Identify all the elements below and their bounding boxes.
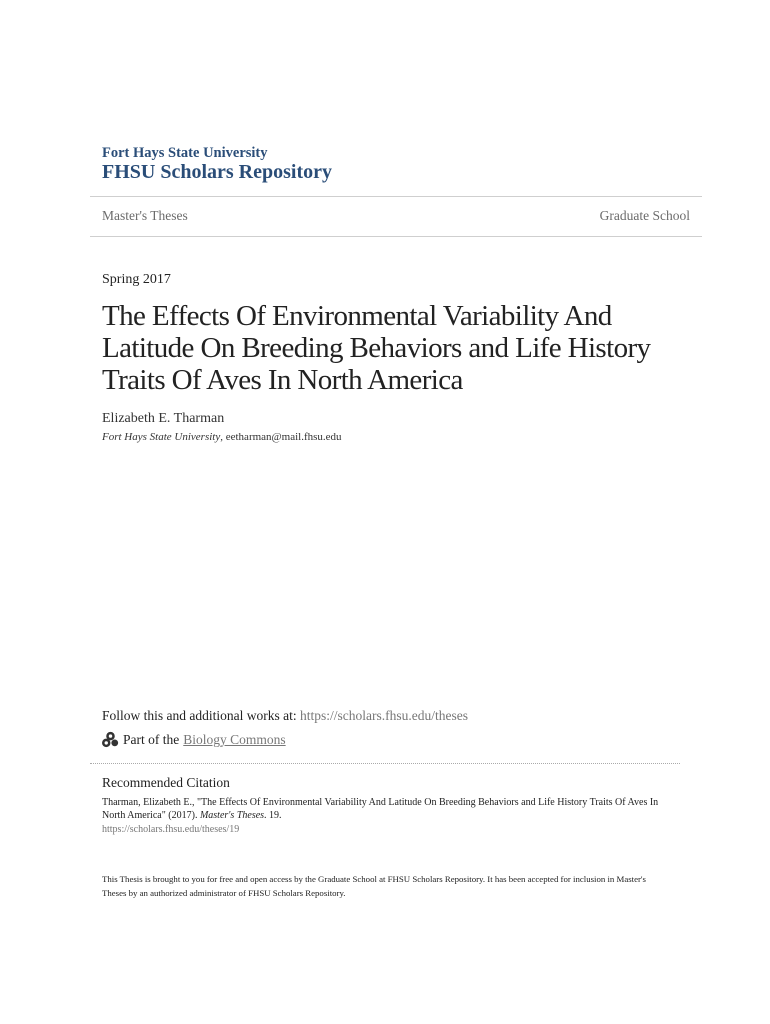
part-of-label: Part of the [123,731,180,747]
biology-commons-link[interactable]: Biology Commons [183,731,286,747]
follow-link[interactable]: https://scholars.fhsu.edu/theses [300,708,468,723]
author-affiliation [102,431,342,443]
part-of-line [102,731,286,748]
access-statement: This Thesis is brought to you for free and open access by the Graduate School at FHSU Scholars Repository. It has been accepted for inclusion in Master's Theses by an authorized administrator of FHSU Scholars Repository. [102,874,646,898]
affiliation-name: Fort Hays State University [102,431,221,443]
dotted-divider [90,763,680,764]
citation-series: Master's Theses [199,810,265,821]
citation-heading: Recommended Citation [102,775,230,790]
series-link-masters-theses[interactable]: Master's Theses [102,208,188,223]
follow-line [102,708,468,724]
bottom-divider [90,236,702,237]
author-name: Elizabeth E. Tharman [102,411,225,426]
citation-number: . 19. [264,810,282,821]
title-line: The Effects Of Environmental Variability And [102,300,612,332]
repository-name[interactable]: FHSU Scholars Repository [102,161,332,183]
document-title [102,300,702,396]
citation-body: Tharman, Elizabeth E., "The Effects Of Environmental Variability And Latitude On Breeding Behaviors and Life History Traits Of Aves In North America" (2017). [102,797,659,821]
author-email[interactable]: , eetharman@mail.fhsu.edu [220,431,342,443]
publication-date: Spring 2017 [102,272,171,287]
citation-text [102,796,662,822]
series-link-graduate-school[interactable]: Graduate School [599,208,690,223]
citation-url[interactable]: https://scholars.fhsu.edu/theses/19 [102,824,240,835]
title-line: Latitude On Breeding Behaviors and Life History [102,332,651,364]
institution-name[interactable]: Fort Hays State University [102,145,268,161]
follow-label: Follow this and additional works at: [102,708,300,723]
commons-network-icon [102,731,119,748]
top-divider [90,196,702,197]
title-line: Traits Of Aves In North America [102,364,463,396]
